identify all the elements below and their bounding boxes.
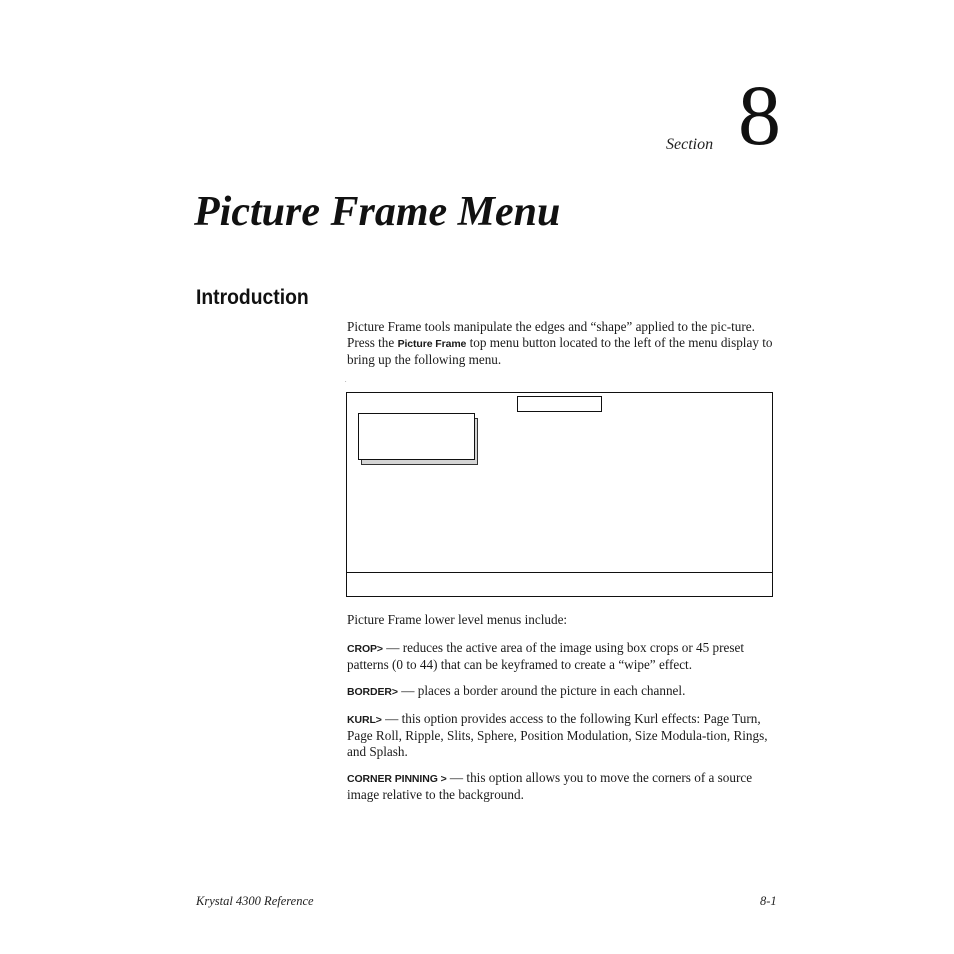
intro-text-end: top menu button located to the left of the menu display to bring up the following menu. xyxy=(347,335,773,367)
lower-menus-lead: Picture Frame lower level menus include: xyxy=(347,612,568,627)
crop-description xyxy=(347,640,781,673)
menu-bottom-bar xyxy=(347,572,772,597)
menu-display-figure xyxy=(346,392,773,597)
corner-pinning-keyword: CORNER PINNING > xyxy=(347,773,447,785)
kurl-description xyxy=(347,711,781,760)
intro-paragraph xyxy=(347,319,781,368)
menu-window[interactable] xyxy=(358,413,475,460)
introduction-heading: Introduction xyxy=(196,286,309,309)
section-label: Section xyxy=(666,136,714,153)
figure-marker: . xyxy=(345,378,347,384)
page-number: 8-1 xyxy=(760,894,777,908)
border-description xyxy=(347,683,781,700)
footer-title: Krystal 4300 Reference xyxy=(196,894,314,908)
crop-keyword: CROP> xyxy=(347,643,383,655)
corner-pinning-text: — this option allows you to move the corners of a source image relative to the background. xyxy=(347,770,753,802)
section-number: 8 xyxy=(738,67,781,163)
menu-top-button[interactable] xyxy=(517,396,602,412)
border-text: — places a border around the picture in each channel. xyxy=(397,683,686,698)
intro-text-start: Picture Frame tools manipulate the edges and “shape” applied to the pic-ture. Press the xyxy=(347,319,755,350)
kurl-text: — this option provides access to the following Kurl effects: Page Turn, Page Roll, Ripple, Slits, Sphere, Position Modulation, Size Modula-tion, Rings, and Splash. xyxy=(347,711,768,759)
corner-pinning-description xyxy=(347,770,781,803)
picture-frame-keyword: Picture Frame xyxy=(397,338,467,350)
chapter-title: Picture Frame Menu xyxy=(194,189,561,235)
border-keyword: BORDER> xyxy=(347,686,398,698)
kurl-keyword: KURL> xyxy=(347,714,382,726)
crop-text: — reduces the active area of the image using box crops or 45 preset patterns (0 to 44) that can be keyframed to create a “wipe” effect. xyxy=(347,640,745,672)
